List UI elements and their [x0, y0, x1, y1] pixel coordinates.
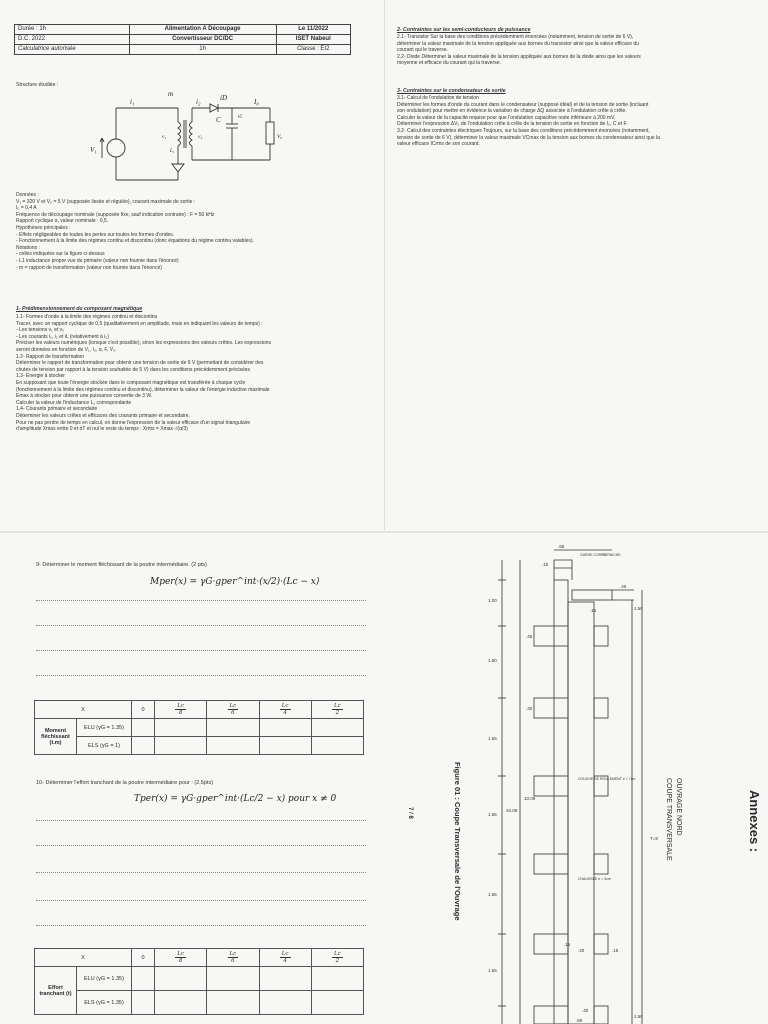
section1-line: (fonctionnement à la limite des régimes continu et discontinu), déterminer la valeur de l'énergie inductive maximale [16, 386, 270, 393]
dim-label: .40 [578, 948, 585, 953]
table-cell[interactable] [155, 967, 207, 991]
dim-label: 10.09 [506, 808, 518, 813]
donnees-line: - celles indiquées sur la figure ci-dessus [16, 251, 105, 258]
formula-shear: Tper(x) = γG·gper^int·(Lc/2 − x) pour x ≠ 0 [134, 794, 337, 804]
title-cell-2: Convertisseur DC/DC [129, 35, 276, 45]
section2-line: déterminer la valeur maximale de la tension appliquée aux bornes du transistor ainsi que la valeur efficace du [397, 40, 639, 47]
question-10: 10- Déterminer l'effort tranchant de la poutre intermédiaire pour : (2.5pts) [36, 780, 214, 786]
table-cell[interactable] [207, 967, 259, 991]
table-cell[interactable] [259, 719, 311, 737]
donnees-line: - L1 inductance propre vue du primaire (valeur non fournie dans l'énoncé) [16, 257, 179, 264]
answer-line [36, 845, 366, 846]
length-label: T=9 [650, 836, 658, 841]
answer-line [36, 872, 366, 873]
donnees-line: - m = rapport de transformation (valeur non fournie dans l'énoncé) [16, 264, 162, 271]
dim-label: 1.80 [488, 658, 497, 663]
section3-line: son ondulation) pour mettre en évidence la variation de charge ΔQ associée à l'ondulation crête à crête. [397, 108, 627, 115]
figure-caption: Figure 01 : Coupe Transversale de l'Ouvrage [453, 762, 462, 921]
table-cell[interactable] [259, 991, 311, 1015]
section1-line: 1.1- Formes d'onde à la limite des régimes continu et discontinu [16, 314, 158, 320]
table-cell[interactable] [207, 991, 259, 1015]
donnees-line: V₁ = 320 V et V₀ = 5 V (supposée lissée et régulée), courant maximale de sortie : [16, 198, 196, 205]
section1-line: Préciser les valeurs numériques (lorsque c'est possible), sinon les expressions des valeurs crêtes. Les expressions [16, 340, 271, 347]
section1-line: chutes de tension par rapport à la tension souhaitée de 5 V) dans les conditions précédemment précisées [16, 366, 251, 373]
donnees-line: Rapport cyclique α, valeur nominale : 0,5. [16, 218, 109, 225]
section1-line: 1.3- Energie à stocker [16, 373, 65, 380]
table-cell[interactable] [207, 719, 259, 737]
table-cell[interactable] [132, 967, 155, 991]
table-cell[interactable] [132, 719, 155, 737]
section3-line: Déterminer les formes d'onde du courant dans le condensateur (supposé idéal) et de la tension de sortie (incluant [397, 101, 649, 108]
donnees-line: - Effets négligeables de toutes les pertes sur toutes les formes d'ondes. [16, 231, 175, 238]
section2-line: moyenne et efficace du courant qui la traverse. [397, 60, 501, 67]
label-Io: I₀ [254, 98, 259, 106]
section1-line: Calculer la valeur de l'inductance L₁ correspondante [16, 399, 132, 406]
row-head-moment: Moment fléchissant (t.m) [35, 719, 77, 755]
section1-line: Pour ne pas perdre de temps en calcul, on donne l'expression de la valeur efficace d'un signal triangulaire [16, 419, 251, 426]
dim-label: .55 [558, 544, 565, 549]
table-col-lc4: $\frac{Lc}{4}$ [259, 949, 311, 967]
section1-line: - Les tensions v₁ et v₂ [16, 327, 65, 334]
row-elu: ELU (γG = 1.35) [77, 967, 132, 991]
table-cell[interactable] [311, 967, 363, 991]
section3-line: Déterminer l'expression ΔV₀ de l'ondulation crête à crête de la tension de sortie en fonction de I₀, C et F. [397, 121, 628, 128]
section3-line: Calculer la valeur de la capacité requise pour que l'ondulation capacitive reste inférieure à 200 mV. [397, 114, 616, 121]
donnees-line: Notations : [16, 244, 40, 251]
moment-table [34, 700, 364, 755]
annex-sub2: COUPE TRANSVERSALE [665, 778, 672, 861]
dim-label: 1.55 [488, 736, 497, 741]
section3-line: 3.1- Calcul de l'ondulation de tension [397, 95, 479, 101]
section3-line: tension de sortie de 6 V), déterminer la valeur maximale VCmax de la tension aux bornes du condensateur ainsi que la [397, 134, 660, 141]
table-header-x: X [35, 701, 132, 719]
section1-block [16, 314, 271, 433]
table-col-lc2: $\frac{Lc}{2}$ [311, 701, 363, 719]
dim-label: .80 [576, 1018, 583, 1023]
section1-line: seront données en fonction de V₁, I₀, α, F, V₀. [16, 346, 117, 353]
answer-line [36, 600, 366, 601]
label-Vo: V₀ [277, 134, 283, 140]
answer-line [36, 900, 366, 901]
label-i1: i₁ [130, 98, 135, 106]
part-label: GARDE CORPS [580, 553, 606, 557]
donnees-line: - Fonctionnement à la limite des régimes continu et discontinu (donc équations du régime continu valables). [16, 238, 254, 245]
section2-line: 2.1- Transistor Sur la base des conditions précédemment énoncées (notamment, tension de sortie de 6 V), [397, 34, 634, 40]
date-cell: Le 11/2022 [276, 25, 350, 35]
answer-line [36, 625, 366, 626]
page-number: 7 / 8 [406, 807, 413, 819]
table-cell[interactable] [311, 737, 363, 755]
table-cell[interactable] [132, 737, 155, 755]
table-col-0: 0 [132, 949, 155, 967]
dim-label: 1.55 [488, 812, 497, 817]
section3-title: 3- Contraintes sur le condensateur de sortie [397, 88, 506, 94]
answer-line [36, 650, 366, 651]
section1-line: 1.2- Rapport de transformation [16, 353, 85, 360]
table-cell[interactable] [155, 719, 207, 737]
shear-table [34, 948, 364, 1015]
table-cell[interactable] [311, 719, 363, 737]
table-cell[interactable] [207, 737, 259, 755]
section1-line: 1.4- Courants primaire et secondaire [16, 406, 98, 413]
donnees-line: Fréquence de découpage nominale (supposée fixe, sauf indication contraire) : F = 50 kHz [16, 211, 215, 218]
table-header-x: X [35, 949, 132, 967]
dim-label: .40 [582, 1008, 589, 1013]
dim-label: .15 [564, 942, 571, 947]
label-m: m [168, 90, 174, 98]
section3-block [397, 95, 660, 148]
dc-cell: D.C. 2022 [15, 35, 130, 45]
formula-moment: Mper(x) = γG·gper^int·(x/2)·(Lc − x) [150, 577, 320, 587]
section3-line: valeur efficace ICrms de son courant. [397, 141, 480, 148]
section1-line: - Les courants i₁, i₂ et iL (relativement à i₀) [16, 333, 110, 340]
school-cell: ISET Nabeul [276, 35, 350, 45]
donnees-block [16, 192, 254, 271]
section3-line: 3.2- Calcul des contraintes électriques Toujours, sur la base des conditions précédemment énoncées (notamment, [397, 127, 650, 134]
dim-label: 1.55 [488, 892, 497, 897]
dim-label: 1.50 [634, 606, 643, 611]
calc-cell: Calculatrice autorisée [15, 45, 130, 55]
row-els: ELS (γG = 1) [77, 737, 132, 755]
table-cell[interactable] [259, 967, 311, 991]
label-v1: v₁ [162, 134, 167, 140]
table-col-lc8: $\frac{Lc}{8}$ [155, 949, 207, 967]
part-label: COUCHE DE ROULEMENT e = 7cm [578, 777, 636, 781]
label-iD: iD [220, 94, 227, 102]
title-cell-3: 1h [129, 45, 276, 55]
section1-line: Tracer, avec un rapport cyclique de 0,5 (qualitativement en amplitude, mais en indiquant les valeurs de temps) : [16, 320, 263, 327]
table-cell[interactable] [132, 991, 155, 1015]
label-C: C [216, 116, 221, 124]
section2-title: 2- Contraintes sur les semi-conducteurs de puissance [397, 27, 531, 33]
section2-line: courant qui le traverse. [397, 47, 448, 54]
table-col-lc2: $\frac{Lc}{2}$ [311, 949, 363, 967]
table-col-0: 0 [132, 701, 155, 719]
cross-section-drawing [482, 540, 732, 1024]
label-iC: iC [238, 115, 243, 120]
label-L1: L₁ [170, 149, 175, 154]
table-col-lc4: $\frac{Lc}{4}$ [259, 701, 311, 719]
label-i2: i₂ [196, 98, 201, 106]
answer-line [36, 820, 366, 821]
dim-label: 1.00 [488, 598, 497, 603]
section1-line: d'amplitude Xmax entre 0 et αT et nul le reste du temps : Xrms = Xmax·√(α/3) [16, 426, 188, 433]
converter-circuit-diagram [70, 88, 300, 188]
section1-line: Emax à stocker pour obtenir une puissance convertie de 3 W. [16, 393, 153, 400]
title-cell-1: Alimentation A Découpage [129, 25, 276, 35]
dim-label: .15 [590, 608, 597, 613]
section1-line: Déterminer le rapport de transformation pour obtenir une tension de sortie de 6 V (permettant de considérer des [16, 360, 264, 367]
section1-title: 1- Prédimensionnement du composant magnétique [16, 306, 143, 312]
dim-label: .45 [526, 634, 533, 639]
table-cell[interactable] [311, 991, 363, 1015]
dim-label: 1.50 [634, 1014, 643, 1019]
table-cell[interactable] [155, 737, 207, 755]
dim-label: .15 [612, 948, 619, 953]
annex-title: Annexes : [747, 790, 762, 853]
table-cell[interactable] [259, 737, 311, 755]
section1-line: Déterminer les valeurs crêtes et efficaces des courants primaire et secondaire. [16, 412, 190, 419]
row-els: ELS (γG = 1.35) [77, 991, 132, 1015]
classe-cell: Classe : EI2 [276, 45, 350, 55]
table-cell[interactable] [155, 991, 207, 1015]
donnees-line: I₀ = 0,4 A [16, 205, 37, 212]
table-col-lc8: $\frac{Lc}{8}$ [155, 701, 207, 719]
part-label: CHAUSSÉE e = 3cm [578, 877, 611, 881]
exam-header-table [14, 24, 351, 55]
section2-block [397, 34, 641, 67]
table-col-lc6: $\frac{Lc}{6}$ [207, 949, 259, 967]
label-v2: v₂ [198, 134, 203, 140]
length-label: 10.09 [524, 796, 536, 801]
donnees-line: Hypothèses principales : [16, 224, 71, 231]
duree-cell: Durée : 1h [15, 25, 130, 35]
structure-label: Structure étudiée : [16, 82, 59, 88]
answer-line [36, 675, 366, 676]
part-label: CORNICHE [602, 553, 621, 557]
dim-label: .40 [620, 584, 627, 589]
label-V1: V₁ [90, 146, 97, 154]
section1-line: En supposant que toute l'énergie stockée dans le composant magnétique est transférée à chaque cycle [16, 379, 246, 386]
annex-sub1: OUVRAGE NORD [675, 778, 682, 836]
row-head-shear: Effort tranchant (t) [35, 967, 77, 1015]
column-divider [384, 0, 385, 530]
dim-label: .15 [542, 562, 549, 567]
page-break [0, 531, 768, 533]
donnees-line: Données : [16, 192, 39, 198]
table-col-lc6: $\frac{Lc}{6}$ [207, 701, 259, 719]
row-elu: ELU (γG = 1.35) [77, 719, 132, 737]
answer-line [36, 925, 366, 926]
dim-label: .30 [526, 706, 533, 711]
section2-line: 2.2- Diode Déterminer la valeur maximale de la tension appliquée aux bornes de la diode ainsi que les valeurs [397, 53, 641, 60]
question-9: 9- Déterminer le moment fléchissant de la poutre intermédiaire. (2 pts) [36, 562, 207, 568]
dim-label: 1.55 [488, 968, 497, 973]
